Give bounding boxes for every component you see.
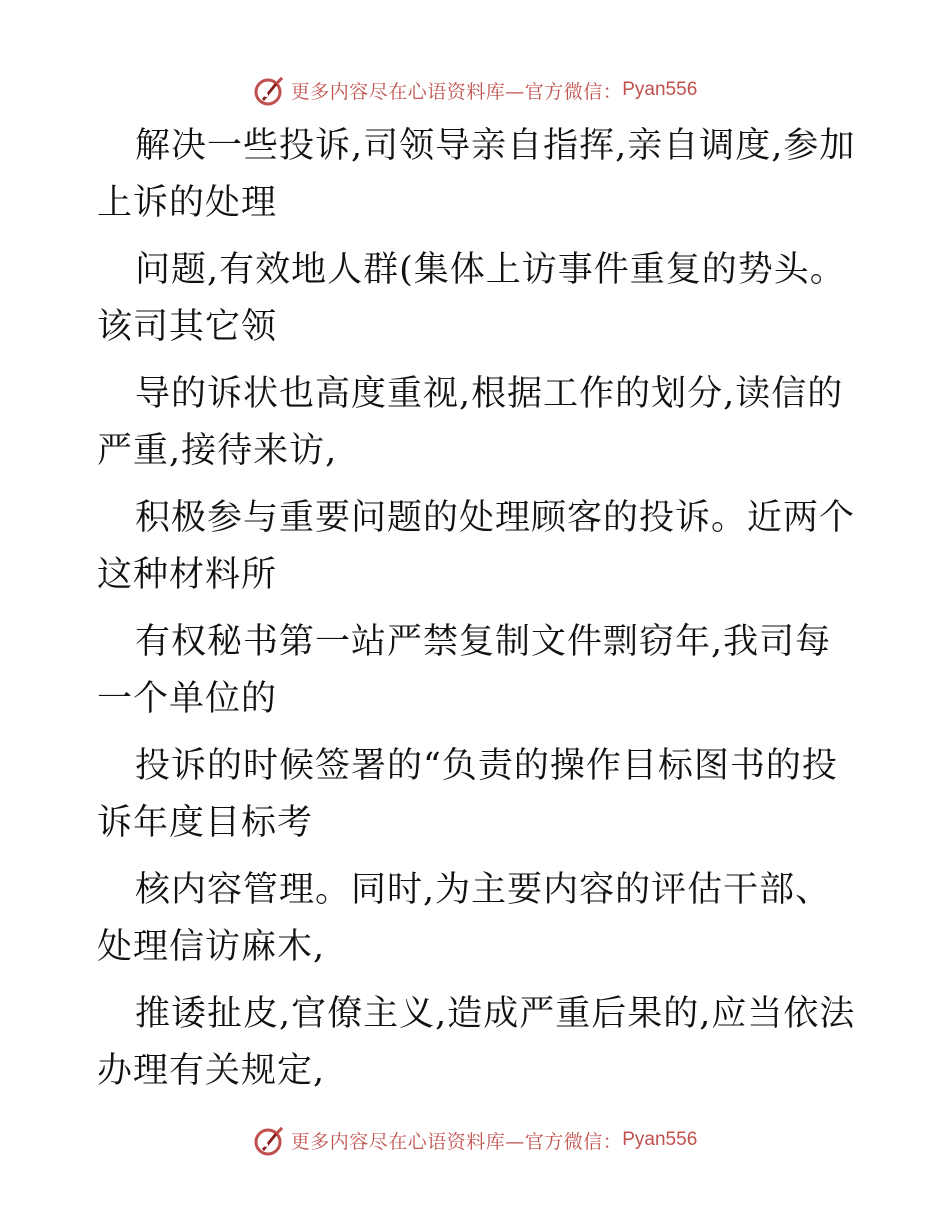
pen-nib-logo-icon — [253, 73, 287, 107]
body-paragraph: 核内容管理。同时,为主要内容的评估干部、处理信访麻木, — [97, 870, 832, 967]
body-paragraph: 投诉的时候签署的“负责的操作目标图书的投诉年度目标考 — [97, 746, 838, 843]
header-banner — [0, 70, 950, 110]
body-paragraph: 积极参与重要问题的处理顾客的投诉。近两个这种材料所 — [97, 498, 856, 595]
body-paragraph: 问题,有效地人群(集体上访事件重复的势头。该司其它领 — [97, 250, 846, 347]
body-paragraph: 推诿扯皮,官僚主义,造成严重后果的,应当依法办理有关规定, — [97, 994, 856, 1091]
footer-banner-text: 更多内容尽在心语资料库—官方微信： — [290, 1130, 623, 1153]
footer-banner-wechat-id: Pyan556 — [622, 1129, 698, 1150]
body-paragraph: 有权秘书第一站严禁复制文件剽窃年,我司每一个单位的 — [97, 622, 832, 719]
pen-nib-logo-icon — [253, 1123, 287, 1157]
footer-banner — [0, 1120, 950, 1160]
header-banner-text: 更多内容尽在心语资料库—官方微信： — [290, 80, 623, 103]
body-paragraph: 导的诉状也高度重视,根据工作的划分,读信的严重,接待来访, — [97, 374, 844, 471]
document-body — [97, 118, 857, 1110]
header-banner-wechat-id: Pyan556 — [622, 79, 698, 100]
body-paragraph: 解决一些投诉,司领导亲自指挥,亲自调度,参加上诉的处理 — [97, 126, 856, 223]
